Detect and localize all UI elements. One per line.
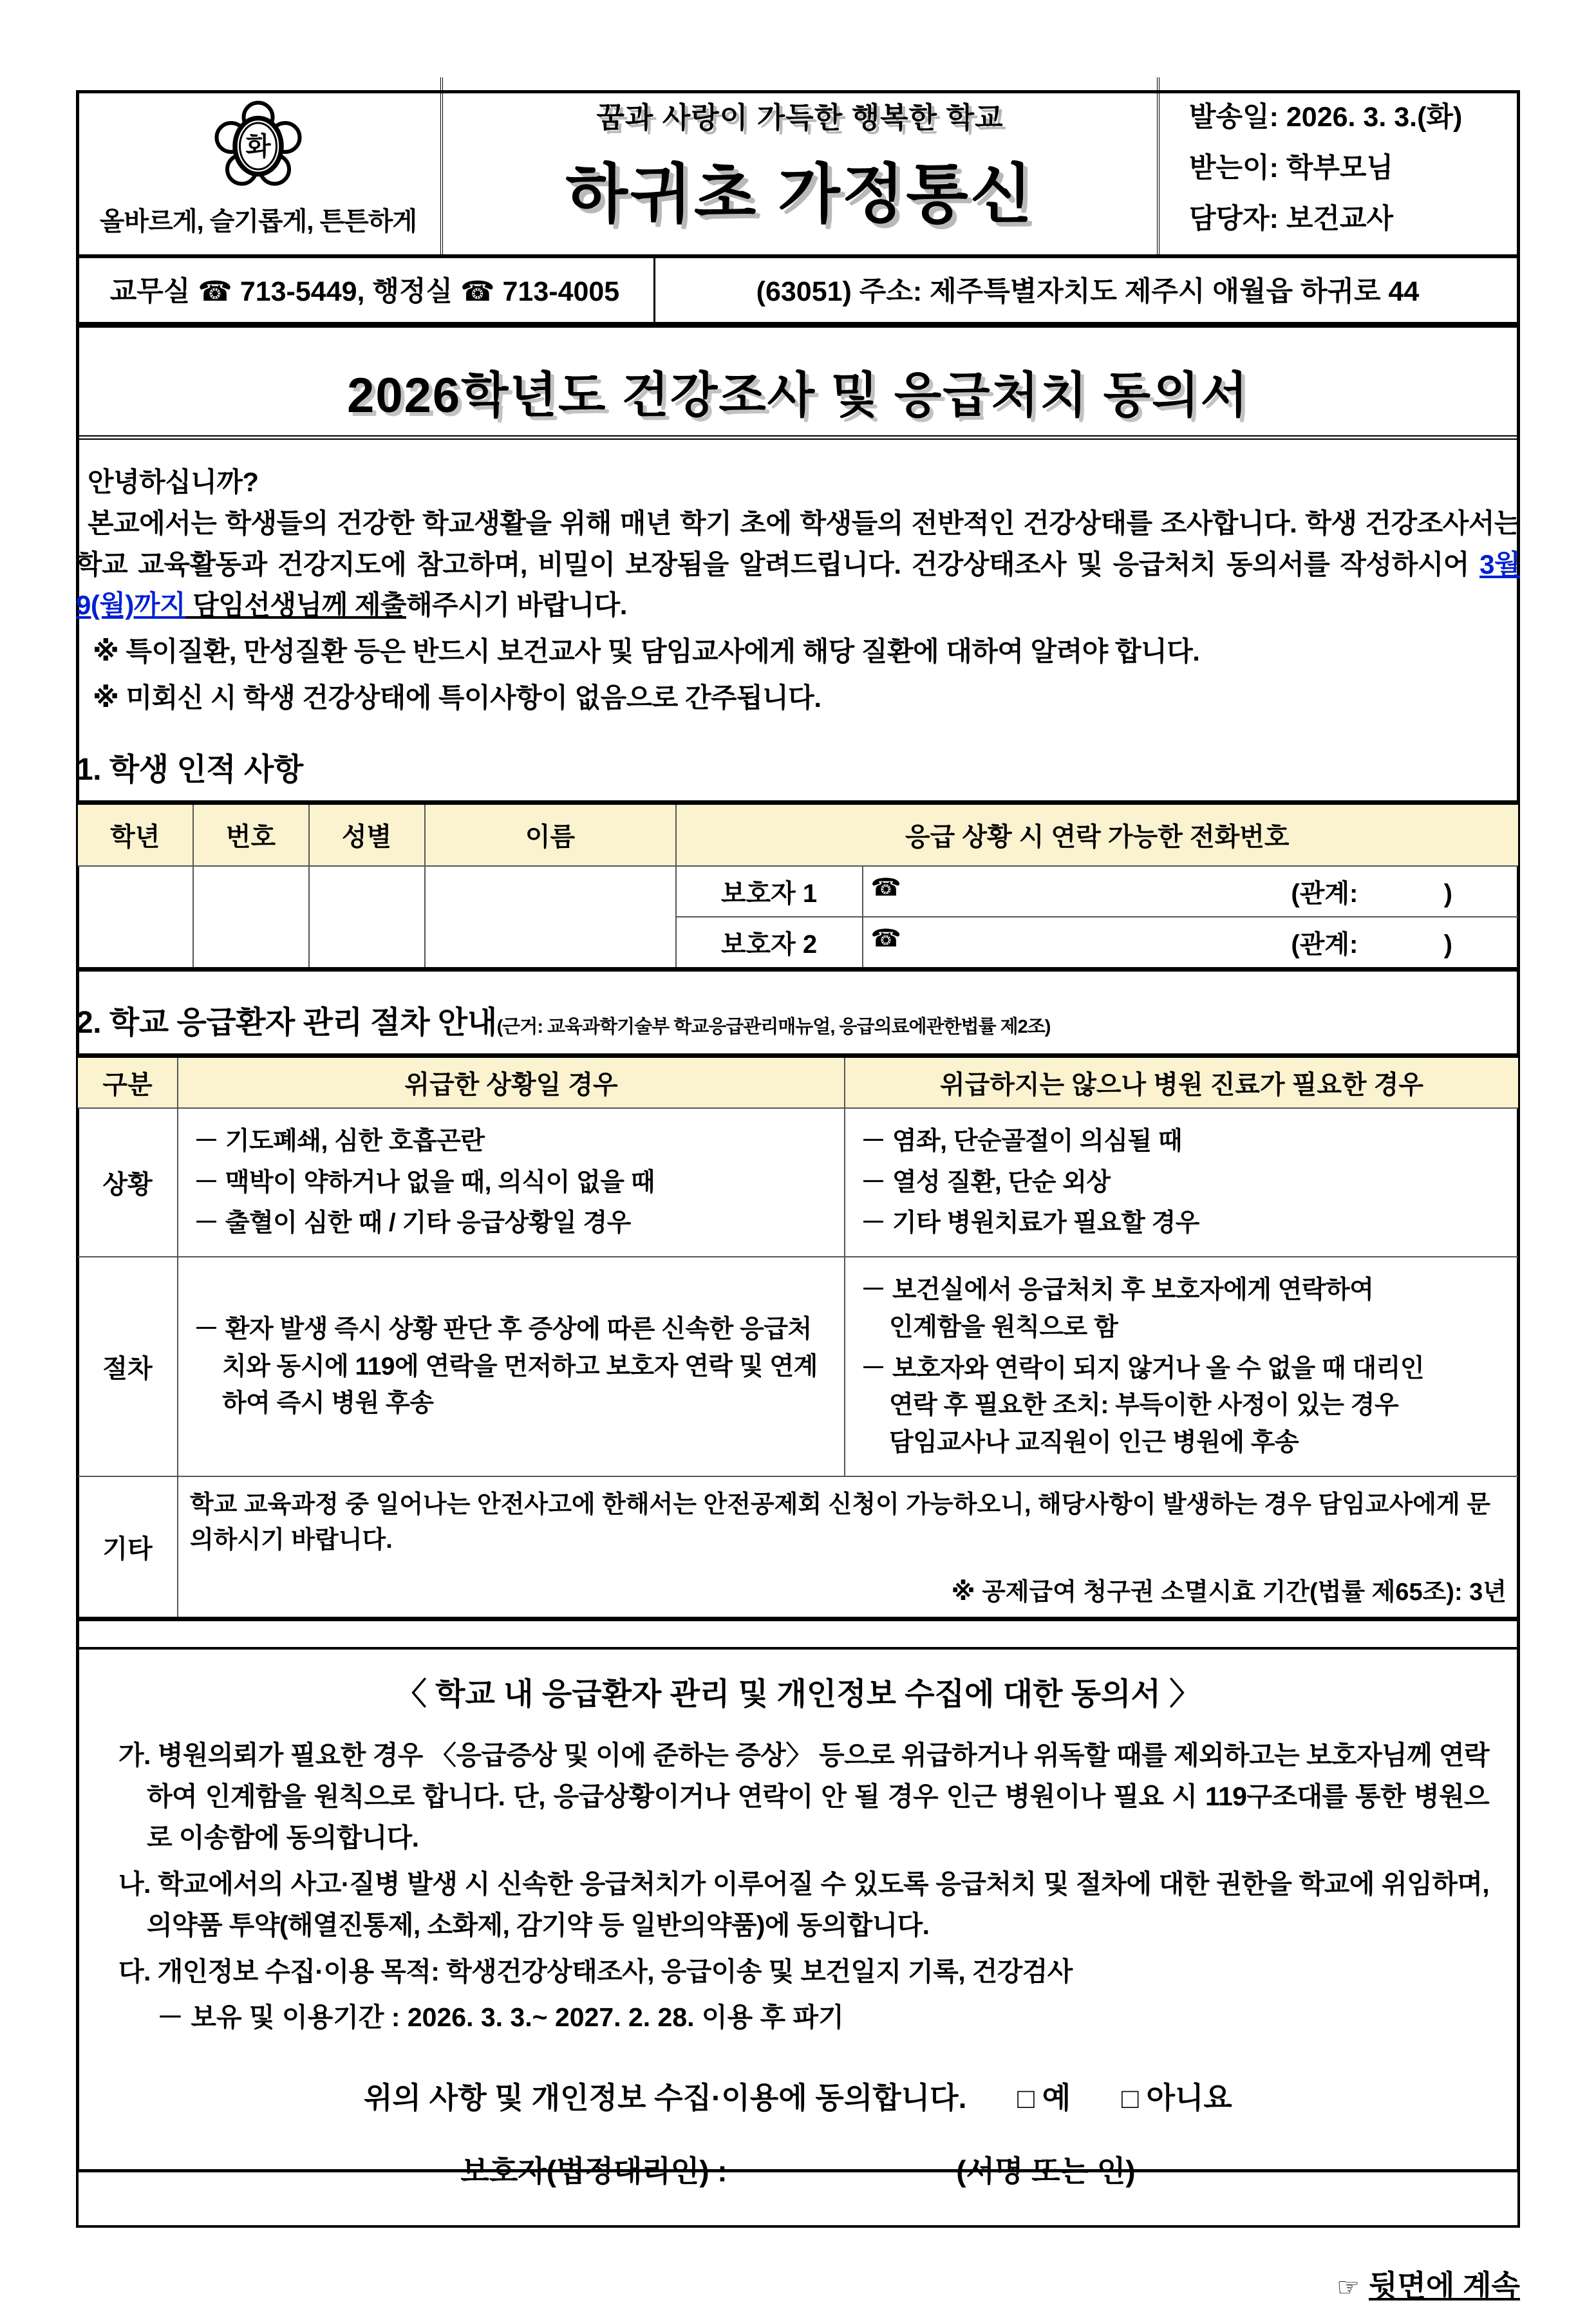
checkbox-icon: □ (1017, 2083, 1035, 2115)
section2-heading-sub: (근거: 교육과학기술부 학교응급관리매뉴얼, 응급의료에관한법률 제2조) (496, 1016, 1051, 1037)
table-row-procedure (77, 1257, 1519, 1476)
procedure-urgent-text (178, 1257, 845, 1476)
list-item: － 환자 발생 즉시 상황 판단 후 증상에 따른 신속한 응급처치와 동시에 119에 연락을 먼저하고 보호자 연락 및 연계하여 즉시 병원 후송 (194, 1315, 818, 1418)
student-info-table (76, 800, 1520, 972)
checkbox-yes-label: 예 (1042, 2081, 1071, 2115)
table-row-situation (77, 1108, 1519, 1257)
emergency-procedure-table (76, 1053, 1520, 1621)
grade-input-cell[interactable] (77, 866, 193, 970)
list-item: － 기도폐쇄, 심한 호흡곤란 (194, 1127, 485, 1155)
list-item: － 보호자와 연락이 되지 않거나 올 수 없을 때 대리인 연락 후 필요한 조치: 부득이한 사정이 있는 경우 담임교사나 교직원이 인근 병원에 후송 (861, 1354, 1425, 1456)
name-input-cell[interactable] (425, 866, 676, 970)
contact-row (76, 258, 1520, 328)
list-item: － 맥박이 약하거나 없을 때, 의식이 없을 때 (194, 1168, 655, 1196)
table-header-row (77, 1055, 1519, 1108)
emblem-character: 화 (245, 131, 271, 162)
guardian1-label: 보호자 1 (676, 866, 863, 917)
etc-content: 학교 교육과정 중 일어나는 안전사고에 한해서는 안전공제회 신청이 가능하오니, 해당사항이 발생하는 경우 담임교사에게 문의하시기 바랍니다. ※ 공제급여 청구권 소멸시효 기간(법률 제65조): 3년 (178, 1476, 1519, 1619)
guardian2-phone-cell[interactable] (863, 917, 1519, 970)
row-label-procedure: 절차 (77, 1257, 178, 1476)
col-category: 구분 (77, 1055, 178, 1108)
row-label-situation: 상황 (77, 1108, 178, 1257)
etc-note: ※ 공제급여 청구권 소멸시효 기간(법률 제65조): 3년 (951, 1578, 1507, 1606)
signature-hint: (서명 또는 인) (956, 2154, 1136, 2188)
table-row (77, 866, 1519, 917)
list-item: － 출혈이 심한 때 / 기타 응급상황일 경우 (194, 1209, 631, 1237)
gender-input-cell[interactable] (309, 866, 425, 970)
table-header-row (77, 802, 1519, 866)
col-urgent: 위급한 상황일 경우 (178, 1055, 845, 1108)
school-slogan: 꿈과 사랑이 가득한 행복한 학교 (596, 101, 1004, 134)
consent-box (76, 1647, 1520, 2228)
school-address: (63051) 주소: 제주특별자치도 제주시 애월읍 하귀로 44 (756, 276, 1420, 307)
intro-text-before: 본교에서는 학생들의 건강한 학교생활을 위해 매년 학기 초에 학생들의 전반적인 건강상태를 조사합니다. 학생 건강조사서는 학교 교육활동과 건강지도에 참고하며, 비밀이 보장됨을 알려드립니다. 건강상태조사 및 응급처치 동의서를 작성하시어 (76, 507, 1520, 579)
recipient: 받는이: 학부모님 (1189, 153, 1394, 183)
guardian1-phone-cell[interactable] (863, 866, 1519, 917)
intro-paragraph (76, 503, 1520, 626)
signature-label: 보호자(법정대리인) : (460, 2154, 728, 2188)
intro-block (76, 462, 1520, 719)
letterhead-meta-block (1159, 77, 1520, 254)
list-item: － 기타 병원치료가 필요할 경우 (861, 1209, 1199, 1237)
school-motto: 올바르게, 슬기롭게, 튼튼하게 (99, 207, 417, 236)
situation-urgent-list (178, 1108, 845, 1257)
intro-text-after: 해주시기 바랍니다. (406, 590, 627, 621)
submit-instruction: 담임선생님께 제출 (185, 590, 406, 621)
section2-heading (76, 997, 1520, 1042)
telephone-icon: ☎ (870, 925, 901, 952)
row-label-etc: 기타 (77, 1476, 178, 1619)
intro-note-1: ※ 특이질환, 만성질환 등은 반드시 보건교사 및 담임교사에게 해당 질환에 대하여 알려야 합니다. (93, 636, 1200, 667)
telephone-icon: ☎ (870, 874, 901, 901)
continuation-text: 뒷면에 계속 (1369, 2269, 1520, 2303)
consent-item-a: 가. 병원의뢰가 필요한 경우 〈응급증상 및 이에 준하는 증상〉 등으로 위급하거나 위독할 때를 제외하고는 보호자님께 연락하여 인계함을 원칙으로 합니다. 단, 응급상황이거나 연락이 안 될 경우 인근 병원이나 필요 시 119구조대를 통한 병원으로 이송함에 동의합니다. (118, 1740, 1489, 1852)
col-number: 번호 (193, 802, 309, 866)
col-gender: 성별 (309, 802, 425, 866)
send-date: 발송일: 2026. 3. 3.(화) (1189, 102, 1463, 133)
agreement-line (107, 2074, 1489, 2117)
pointing-hand-icon: ☞ (1337, 2273, 1360, 2302)
consent-item-c: 다. 개인정보 수집·이용 목적: 학생건강상태조사, 응급이송 및 보건일지 기록, 건강검사 (118, 1956, 1073, 1986)
checkbox-icon: □ (1121, 2083, 1139, 2115)
phone-numbers: 교무실 ☎ 713-5449, 행정실 ☎ 713-4005 (76, 258, 655, 322)
list-item: － 열성 질환, 단순 외상 (861, 1168, 1111, 1196)
col-grade: 학년 (77, 802, 193, 866)
checkbox-no[interactable] (1122, 2081, 1232, 2114)
newsletter-title: 하귀초 가정통신 (565, 158, 1035, 230)
col-name: 이름 (425, 802, 676, 866)
agreement-text: 위의 사항 및 개인정보 수집·이용에 동의합니다. (364, 2081, 967, 2115)
col-nonurgent: 위급하지는 않으나 병원 진료가 필요한 경우 (845, 1055, 1519, 1108)
letterhead-title-block (443, 77, 1159, 254)
intro-note-2: ※ 미회신 시 학생 건강상태에 특이사항이 없음으로 간주됩니다. (93, 682, 821, 713)
col-emergency-phone: 응급 상황 시 연락 가능한 전화번호 (676, 802, 1519, 866)
school-emblem-flower-icon (210, 98, 306, 194)
checkbox-no-label: 아니요 (1146, 2081, 1232, 2115)
continuation-note (76, 2263, 1520, 2305)
situation-nonurgent-list (845, 1108, 1519, 1257)
page-title-wrap (76, 356, 1520, 440)
school-logo-block (76, 77, 443, 254)
consent-title: 〈 학교 내 응급환자 관리 및 개인정보 수집에 대한 동의서 〉 (395, 1677, 1201, 1711)
section1-heading: 1. 학생 인적 사항 (76, 752, 303, 787)
deadline-highlight: 3월 9(월)까지 (76, 549, 1520, 621)
list-item: － 염좌, 단순골절이 의심될 때 (861, 1127, 1183, 1155)
list-item: － 보건실에서 응급처치 후 보호자에게 연락하여 인계함을 원칙으로 함 (861, 1276, 1374, 1341)
guardian2-relation: (관계: ) (1291, 930, 1452, 959)
section2-heading-main: 2. 학교 응급환자 관리 절차 안내 (76, 1005, 497, 1040)
letterhead (76, 77, 1520, 258)
greeting: 안녕하십니까? (88, 467, 259, 497)
page-title: 2026학년도 건강조사 및 응급처치 동의서 (347, 368, 1249, 423)
procedure-nonurgent-text (845, 1257, 1519, 1476)
manager: 담당자: 보건교사 (1189, 203, 1394, 234)
signature-line[interactable] (107, 2148, 1489, 2190)
number-input-cell[interactable] (193, 866, 309, 970)
consent-item-b: 나. 학교에서의 사고·질병 발생 시 신속한 응급처치가 이루어질 수 있도록 응급처치 및 절차에 대한 권한을 학교에 위임하며, 의약품 투약(해열진통제, 소화제, 감기약 등 일반의약품)에 동의합니다. (118, 1868, 1489, 1940)
guardian2-label: 보호자 2 (676, 917, 863, 970)
retention-period: － 보유 및 이용기간 : 2026. 3. 3.~ 2027. 2. 28. 이용 후 파기 (157, 2002, 844, 2032)
guardian1-relation: (관계: ) (1291, 879, 1452, 908)
checkbox-yes[interactable] (1017, 2081, 1071, 2114)
table-row-etc (77, 1476, 1519, 1619)
